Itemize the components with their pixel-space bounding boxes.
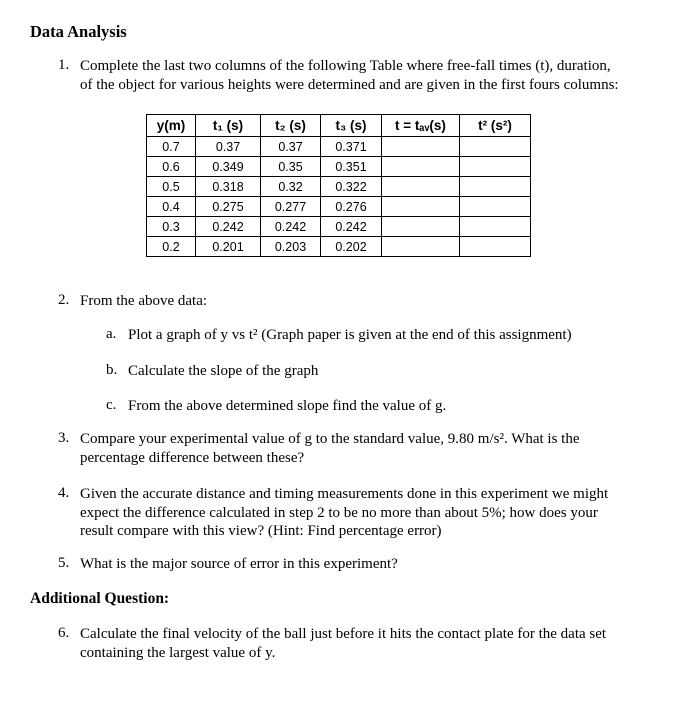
- table-header-row: [147, 115, 531, 137]
- table-cell-blank[interactable]: [460, 177, 531, 197]
- table-cell-blank[interactable]: [382, 217, 460, 237]
- header-y: y(m): [147, 115, 196, 137]
- header-t2: t₂ (s): [261, 115, 321, 137]
- data-table: [146, 114, 531, 257]
- table-cell: 0.242: [196, 217, 261, 237]
- header-t1: t₁ (s): [196, 115, 261, 137]
- table-cell-blank[interactable]: [382, 197, 460, 217]
- table-row: [147, 217, 531, 237]
- question-4-line-1: Given the accurate distance and timing measurements done in this experiment we might: [80, 486, 609, 502]
- table-row: [147, 157, 531, 177]
- question-number: 5.: [58, 555, 70, 571]
- page-title: Data Analysis: [30, 22, 127, 41]
- table-cell: 0.318: [196, 177, 261, 197]
- table-cell-blank[interactable]: [460, 197, 531, 217]
- table-cell: 0.6: [147, 157, 196, 177]
- table-cell-blank[interactable]: [460, 237, 531, 257]
- question-4-line-2: expect the difference calculated in step 2 to be no more than about 5%; how does your: [80, 505, 598, 521]
- question-2-text: From the above data:: [80, 293, 208, 309]
- question-2a-text: Plot a graph of y vs t² (Graph paper is given at the end of this assignment): [128, 327, 572, 343]
- table-cell: 0.201: [196, 237, 261, 257]
- question-2b-text: Calculate the slope of the graph: [128, 363, 319, 379]
- table-row: [147, 177, 531, 197]
- table-cell: 0.242: [321, 217, 382, 237]
- question-number: 2.: [58, 292, 70, 308]
- table-cell: 0.275: [196, 197, 261, 217]
- table-row: [147, 237, 531, 257]
- subquestion-letter: a.: [106, 326, 117, 342]
- question-number: 3.: [58, 430, 70, 446]
- question-number: 6.: [58, 625, 70, 641]
- table-cell: 0.277: [261, 197, 321, 217]
- question-number: 1.: [58, 57, 70, 73]
- table-cell-blank[interactable]: [460, 157, 531, 177]
- question-6-line-2: containing the largest value of y.: [80, 645, 276, 661]
- table-cell: 0.3: [147, 217, 196, 237]
- question-1-line-1: Complete the last two columns of the following Table where free-fall times (t), duration,: [80, 58, 611, 74]
- header-t-squared: t² (s²): [460, 115, 531, 137]
- table-cell: 0.4: [147, 197, 196, 217]
- table-cell: 0.322: [321, 177, 382, 197]
- table-cell-blank[interactable]: [382, 177, 460, 197]
- table-cell: 0.242: [261, 217, 321, 237]
- table-cell: 0.276: [321, 197, 382, 217]
- table-row: [147, 197, 531, 217]
- table-cell: 0.203: [261, 237, 321, 257]
- table-cell-blank[interactable]: [382, 137, 460, 157]
- subquestion-letter: b.: [106, 362, 118, 378]
- additional-question-heading: Additional Question:: [30, 590, 170, 607]
- table-row: [147, 137, 531, 157]
- table-cell: 0.7: [147, 137, 196, 157]
- table-cell: 0.2: [147, 237, 196, 257]
- table-cell: 0.5: [147, 177, 196, 197]
- question-3-line-1: Compare your experimental value of g to the standard value, 9.80 m/s². What is the: [80, 431, 580, 447]
- subquestion-letter: c.: [106, 397, 117, 413]
- table-cell: 0.35: [261, 157, 321, 177]
- header-t3: t₃ (s): [321, 115, 382, 137]
- table-cell: 0.37: [196, 137, 261, 157]
- question-6-line-1: Calculate the final velocity of the ball just before it hits the contact plate for the data set: [80, 626, 607, 642]
- question-2c-text: From the above determined slope find the value of g.: [128, 398, 447, 414]
- table-cell-blank[interactable]: [382, 237, 460, 257]
- table-cell: 0.32: [261, 177, 321, 197]
- question-3-line-2: percentage difference between these?: [80, 450, 305, 466]
- table-cell: 0.202: [321, 237, 382, 257]
- question-4-line-3: result compare with this view? (Hint: Find percentage error): [80, 523, 442, 539]
- question-1-line-2: of the object for various heights were determined and are given in the first fours columns:: [80, 77, 619, 93]
- table-cell-blank[interactable]: [460, 217, 531, 237]
- table-cell: 0.349: [196, 157, 261, 177]
- header-t-avg: t = tₐᵥ(s): [382, 115, 460, 137]
- table-cell: 0.37: [261, 137, 321, 157]
- table-cell-blank[interactable]: [460, 137, 531, 157]
- table-cell-blank[interactable]: [382, 157, 460, 177]
- question-5-text: What is the major source of error in this experiment?: [80, 556, 398, 572]
- table-cell: 0.351: [321, 157, 382, 177]
- question-number: 4.: [58, 485, 70, 501]
- table-cell: 0.371: [321, 137, 382, 157]
